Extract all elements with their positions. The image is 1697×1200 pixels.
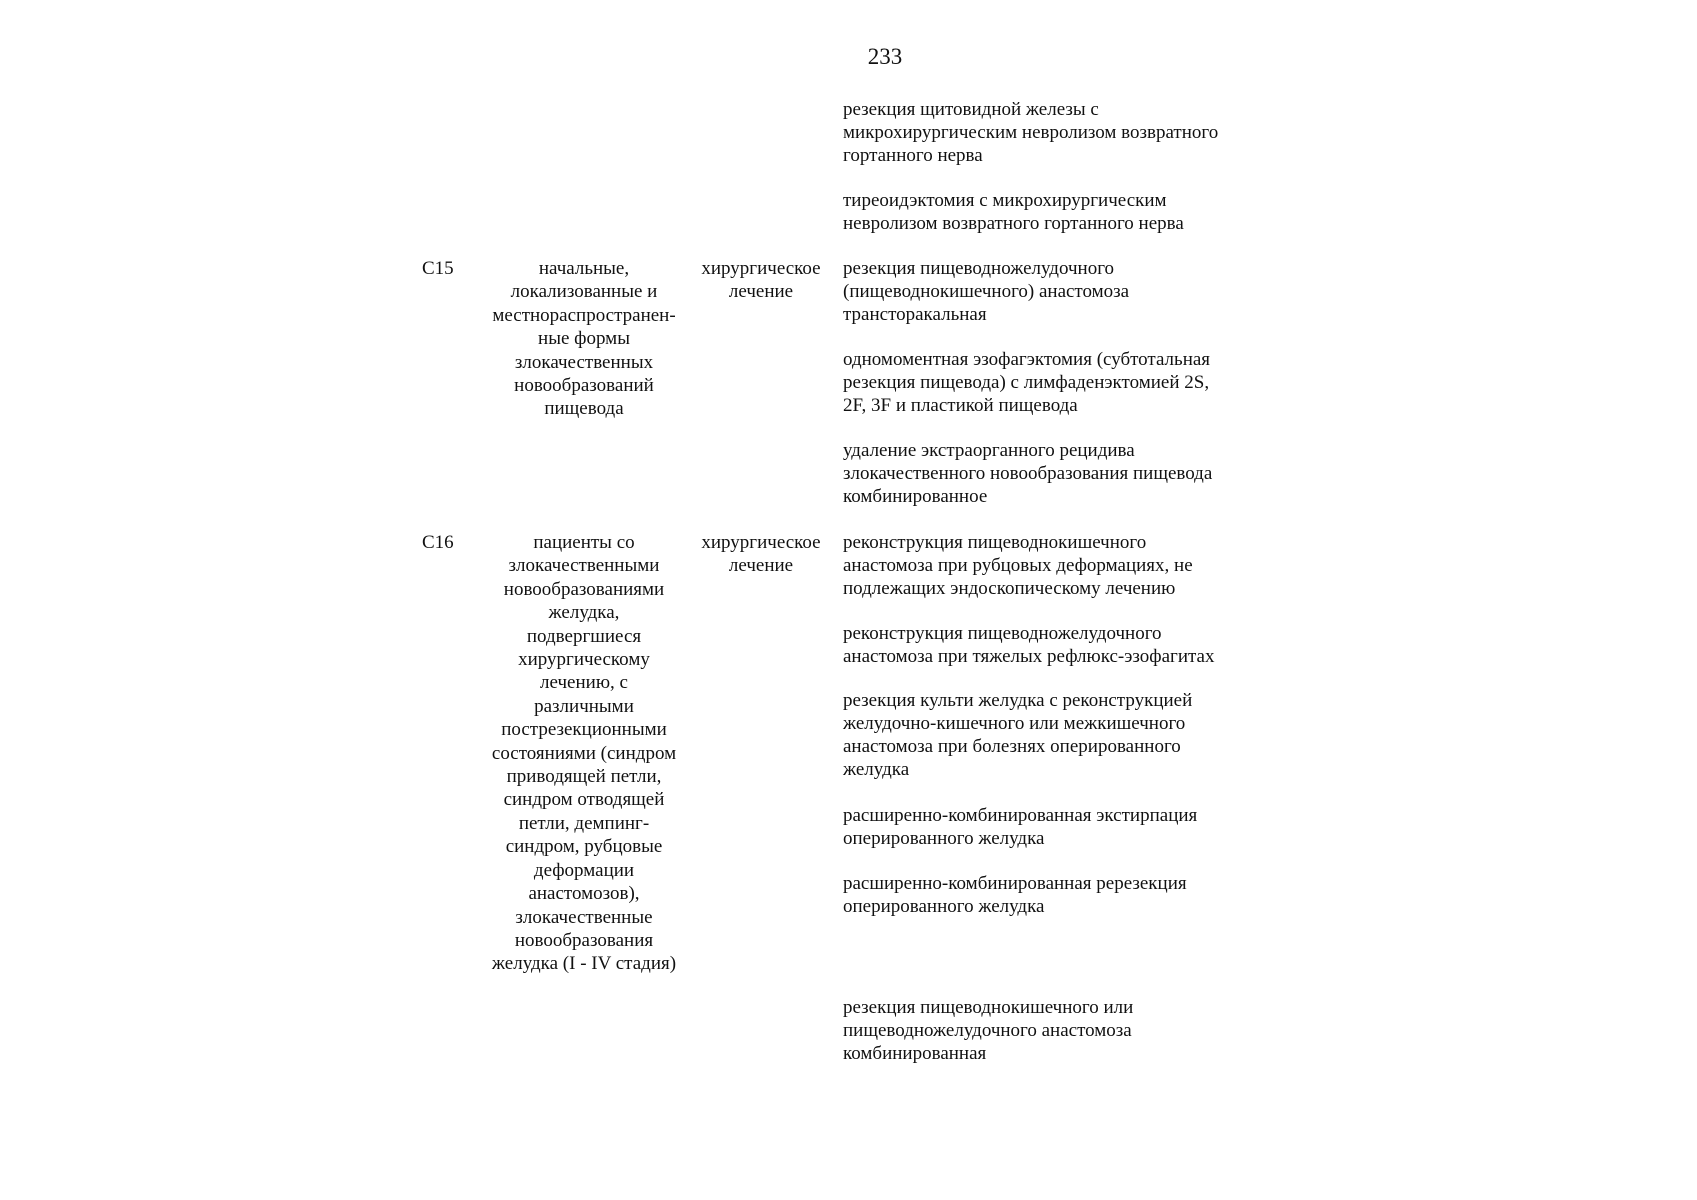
condition-line: новообразования <box>514 929 654 951</box>
condition-line: приводящей петли, <box>506 766 662 788</box>
method-item <box>843 689 1263 781</box>
condition-line: новообразованиями <box>503 578 665 600</box>
method-line: реконструкция пищеводнокишечного <box>843 532 1147 553</box>
treatment-type <box>690 257 832 303</box>
condition-line: ные формы <box>538 328 630 350</box>
method-line: расширенно-комбинированная экстирпация <box>843 805 1198 826</box>
condition-line: новообразований <box>514 375 654 397</box>
treatment-line: хирургическое <box>701 258 821 279</box>
method-line: злокачественного новообразования пищевода <box>843 463 1213 484</box>
diagnosis-code: C15 <box>422 258 454 279</box>
method-item <box>843 348 1263 417</box>
condition-line: различными <box>534 695 634 717</box>
method-line: желудка <box>843 759 910 780</box>
method-line: тиреоидэктомия с микрохирургическим <box>843 190 1167 211</box>
condition-line: анастомозов), <box>528 883 640 905</box>
method-line: 2F, 3F и пластикой пищевода <box>843 395 1078 416</box>
method-item <box>843 439 1263 508</box>
condition-line: пищевода <box>544 398 624 420</box>
condition-line: хирургическому <box>518 649 650 671</box>
treatment-line: лечение <box>728 281 794 302</box>
method-line: (пищеводнокишечного) анастомоза <box>843 281 1130 302</box>
method-item <box>843 257 1263 326</box>
method-line: оперированного желудка <box>843 896 1045 917</box>
condition-line: желудка (I - IV стадия) <box>491 953 677 975</box>
method-line: подлежащих эндоскопическому лечению <box>843 578 1176 599</box>
method-line: анастомоза при тяжелых рефлюкс-эзофагитах <box>843 646 1215 667</box>
method-line: удаление экстраорганного рецидива <box>843 440 1135 461</box>
condition-line: состояниями (синдром <box>491 742 677 764</box>
condition-line: местнораспространен- <box>492 304 676 326</box>
method-line: резекция пищеводнокишечного или <box>843 997 1134 1018</box>
method-line: реконструкция пищеводножелудочного <box>843 623 1162 644</box>
method-line: анастомоза при рубцовых деформациях, не <box>843 555 1193 576</box>
method-line: комбинированная <box>843 1043 987 1064</box>
page-number: 233 <box>867 44 903 69</box>
condition-line: злокачественными <box>508 555 660 577</box>
condition-line: пострезекционными <box>501 719 667 741</box>
method-line: резекция культи желудка с реконструкцией <box>843 690 1193 711</box>
condition-description <box>477 257 691 421</box>
condition-line: подвергшиеся <box>526 625 642 647</box>
condition-line: пациенты со <box>533 532 635 553</box>
method-item <box>843 996 1263 1065</box>
method-line: микрохирургическим невролизом возвратного <box>843 122 1219 143</box>
method-item <box>843 531 1263 600</box>
method-line: комбинированное <box>843 486 988 507</box>
condition-line: начальные, <box>538 258 630 279</box>
condition-line: локализованные и <box>510 281 658 303</box>
condition-line: синдром отводящей <box>503 789 665 811</box>
method-line: невролизом возвратного гортанного нерва <box>843 213 1184 234</box>
condition-line: злокачественные <box>515 906 653 928</box>
method-line: трансторакальная <box>843 304 987 325</box>
method-line: резекция щитовидной железы с <box>843 99 1099 120</box>
method-item <box>843 804 1263 850</box>
condition-line: деформации <box>533 859 635 881</box>
method-item <box>843 189 1263 235</box>
method-line: пищеводножелудочного анастомоза <box>843 1020 1132 1041</box>
method-line: расширенно-комбинированная ререзекция <box>843 873 1187 894</box>
condition-line: синдром, рубцовые <box>505 836 663 858</box>
condition-line: петли, демпинг- <box>518 812 650 834</box>
method-line: резекция пищевода) с лимфаденэктомией 2S, <box>843 372 1210 393</box>
method-item <box>843 98 1263 167</box>
condition-line: желудка, <box>548 602 620 624</box>
method-line: оперированного желудка <box>843 828 1045 849</box>
condition-description <box>477 531 691 976</box>
condition-line: злокачественных <box>514 351 654 373</box>
method-line: желудочно-кишечного или межкишечного <box>843 713 1186 734</box>
method-line: одномоментная эзофагэктомия (субтотальная <box>843 349 1211 370</box>
method-line: резекция пищеводножелудочного <box>843 258 1115 279</box>
treatment-line: хирургическое <box>701 532 821 553</box>
method-item <box>843 622 1263 668</box>
method-item <box>843 872 1263 918</box>
treatment-line: лечение <box>728 555 794 576</box>
treatment-type <box>690 531 832 577</box>
condition-line: лечению, с <box>540 672 628 694</box>
method-line: анастомоза при болезнях оперированного <box>843 736 1181 757</box>
diagnosis-code: C16 <box>422 532 454 553</box>
method-line: гортанного нерва <box>843 145 983 166</box>
